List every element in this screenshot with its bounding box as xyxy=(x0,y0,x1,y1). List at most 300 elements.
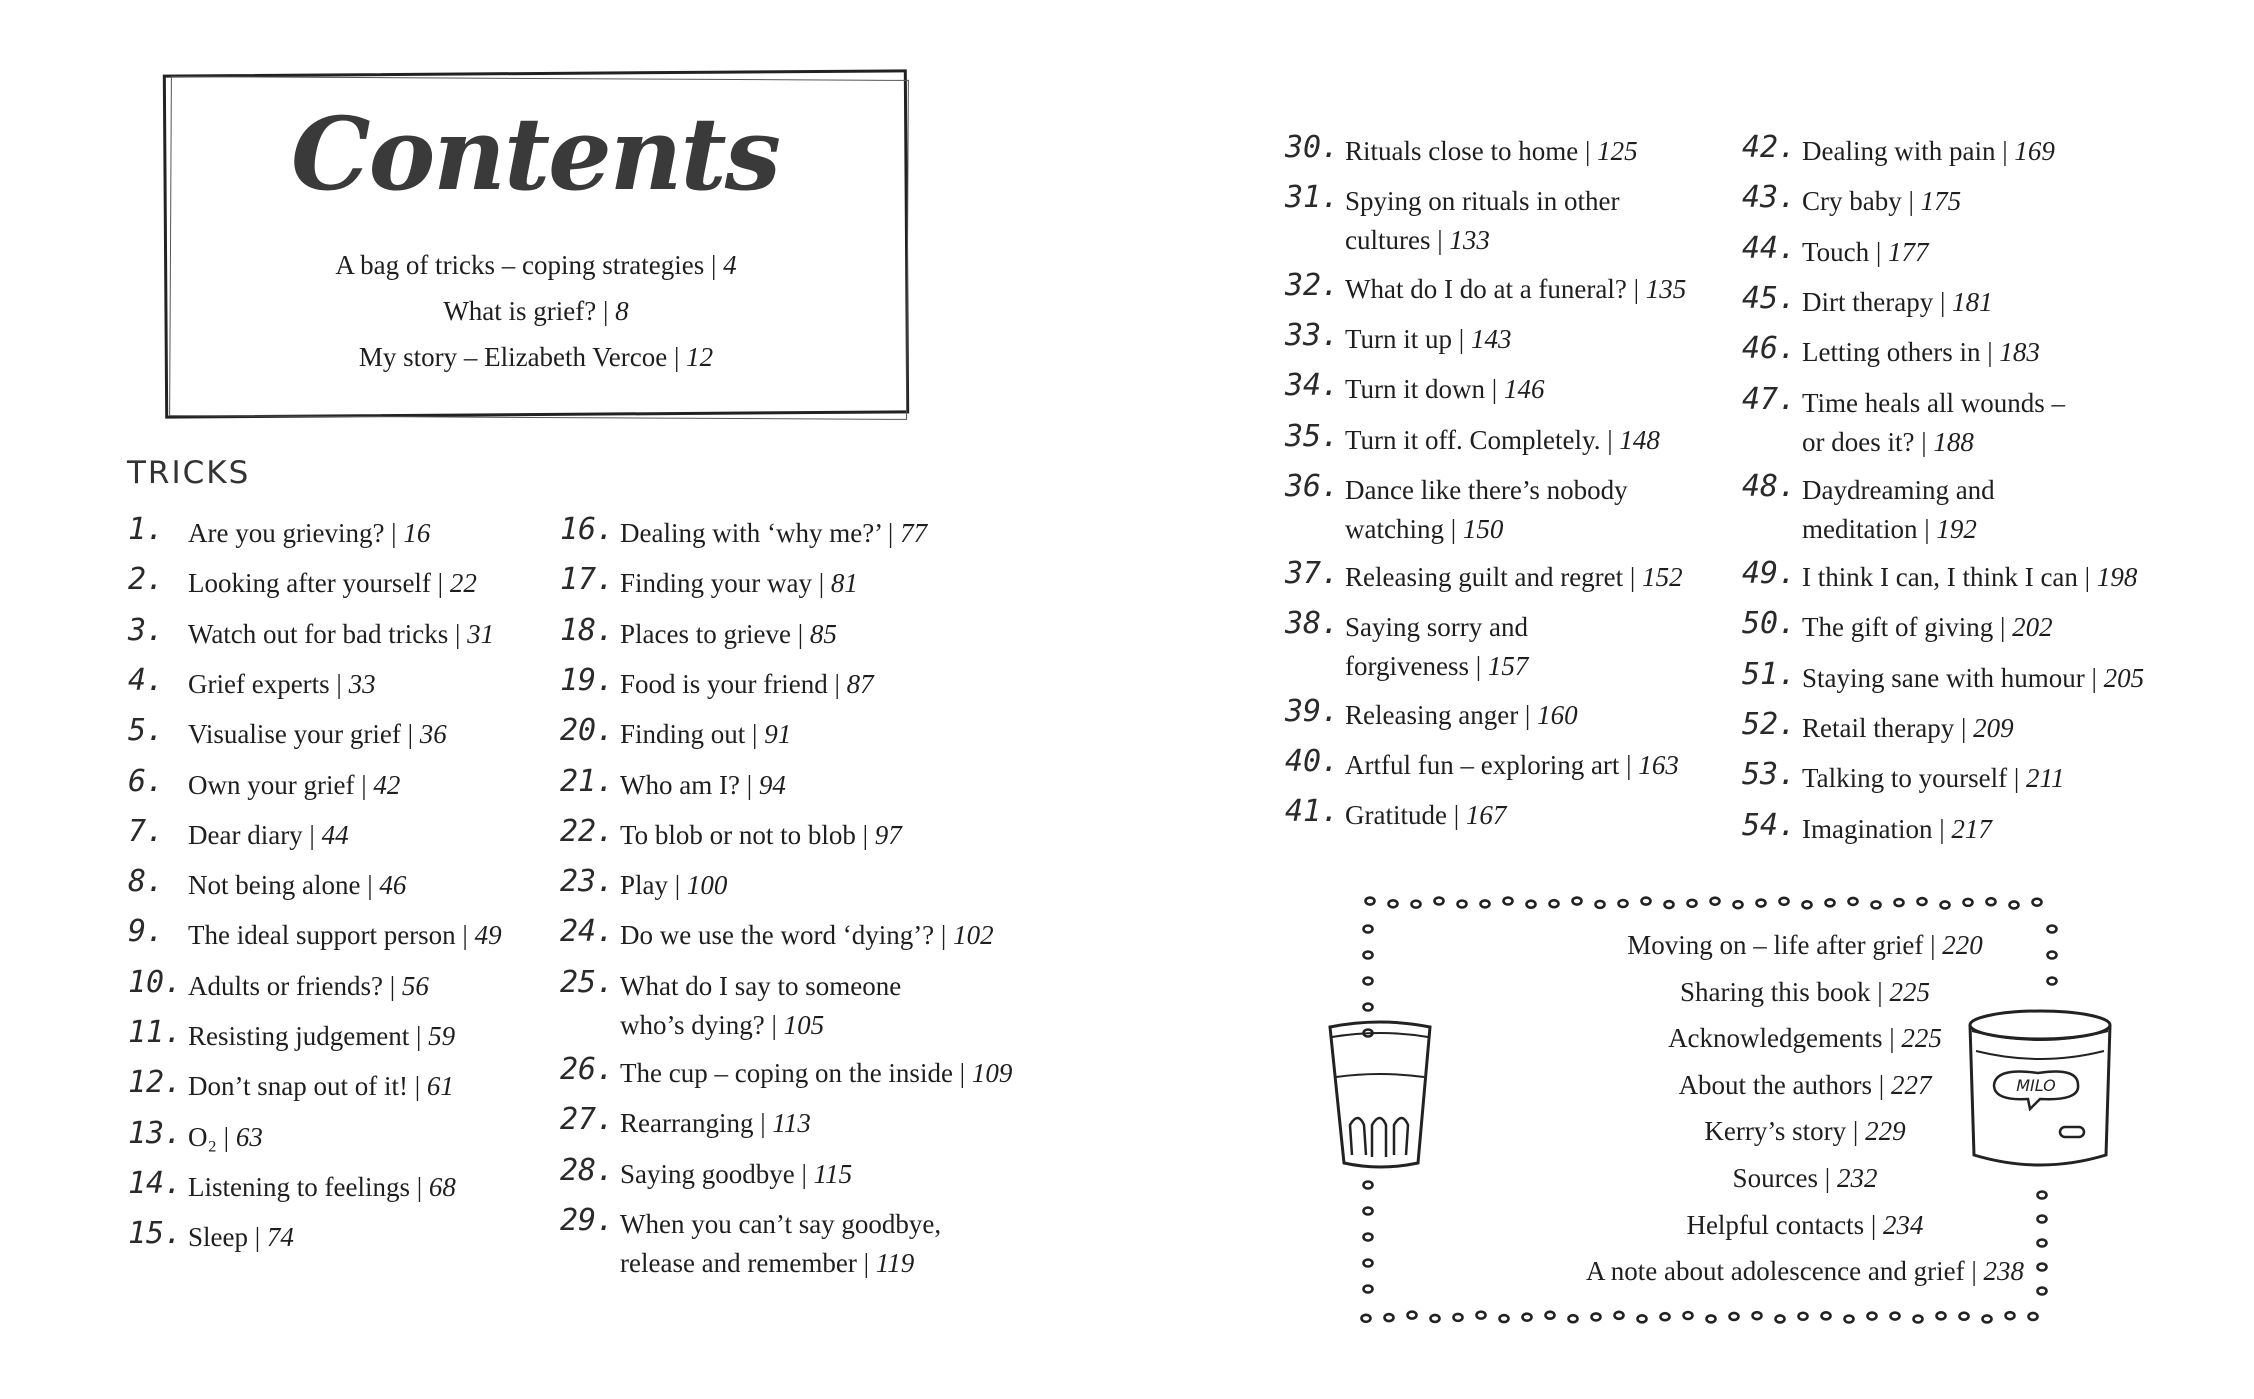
frame-dot xyxy=(1845,1315,1854,1322)
trick-page: 31 xyxy=(467,618,495,649)
trick-number: 43. xyxy=(1742,180,1797,216)
trick-title xyxy=(188,766,400,805)
intro-item-text: My story – Elizabeth Vercoe | xyxy=(358,342,687,372)
trick-page: 68 xyxy=(428,1171,456,1202)
trick-title xyxy=(1345,132,1638,171)
trick-page: 177 xyxy=(1888,236,1929,267)
frame-dot xyxy=(1665,901,1674,908)
intro-item-text: A bag of tricks – coping strategies | xyxy=(335,250,724,280)
trick-page: 152 xyxy=(1642,562,1683,593)
frame-dot xyxy=(1619,900,1628,907)
frame-dot xyxy=(1546,1312,1555,1319)
frame-dot xyxy=(1412,901,1421,908)
trick-title xyxy=(1345,270,1686,309)
frame-dot xyxy=(1435,898,1444,905)
intro-item-page: 4 xyxy=(723,250,737,280)
trick-number: 36. xyxy=(1285,468,1340,504)
trick-page: 36 xyxy=(419,719,447,750)
trick-page: 100 xyxy=(686,870,728,901)
trick-title-text: Listening to feelings | xyxy=(188,1171,429,1202)
trick-title xyxy=(188,715,447,754)
trick-title xyxy=(1802,759,2064,798)
trick-title xyxy=(188,615,494,654)
trick-title-text: Turn it up | xyxy=(1345,323,1471,354)
trick-title xyxy=(1802,333,2040,372)
trick-title-text: O₂ | xyxy=(188,1121,236,1152)
trick-title-text: who’s dying? | xyxy=(620,1009,784,1040)
trick-page: 115 xyxy=(813,1158,853,1189)
trick-title-continued xyxy=(1345,221,1490,260)
trick-title-continued xyxy=(1802,510,1977,549)
trick-page: 59 xyxy=(428,1021,456,1051)
trick-page: 148 xyxy=(1619,424,1660,455)
trick-title-text: I think I can, I think I can | xyxy=(1802,562,2097,593)
frame-dot xyxy=(1688,900,1697,907)
trick-title xyxy=(1345,696,1578,735)
frame-dot xyxy=(1454,1314,1463,1321)
frame-dot xyxy=(1868,1313,1877,1320)
extra-item-page: 229 xyxy=(1865,1116,1906,1147)
frame-dot xyxy=(1366,898,1375,905)
trick-number: 24. xyxy=(560,914,615,950)
intro-item-page: 12 xyxy=(686,342,714,372)
trick-title xyxy=(1345,746,1679,785)
frame-dot xyxy=(1596,901,1605,908)
trick-number: 46. xyxy=(1742,331,1797,367)
frame-dot xyxy=(1707,1315,1716,1322)
frame-dot xyxy=(1891,1313,1900,1320)
frame-dot xyxy=(1826,899,1835,906)
trick-title-text: Releasing anger | xyxy=(1345,699,1538,730)
trick-title xyxy=(620,1155,852,1194)
trick-title-text: Staying sane with humour | xyxy=(1802,662,2104,693)
trick-number: 17. xyxy=(560,562,615,598)
frame-dot xyxy=(1481,900,1490,907)
trick-title-text: The ideal support person | xyxy=(188,920,475,951)
trick-page: 42 xyxy=(373,769,401,800)
trick-title-text: Own your grief | xyxy=(188,769,374,800)
trick-title xyxy=(620,766,786,805)
trick-page: 63 xyxy=(235,1121,263,1152)
trick-page: 102 xyxy=(953,920,994,951)
trick-title xyxy=(620,564,858,603)
extra-item-text: Acknowledgements | xyxy=(1668,1023,1902,1054)
frame-dot xyxy=(1914,1315,1923,1322)
trick-page: 94 xyxy=(758,769,786,800)
trick-title xyxy=(1802,283,1993,322)
extra-item-page: 232 xyxy=(1836,1163,1878,1193)
frame-dot xyxy=(1569,1315,1578,1322)
trick-title-text: meditation | xyxy=(1802,513,1937,544)
trick-number: 39. xyxy=(1285,693,1340,729)
frame-dot xyxy=(1458,900,1467,907)
trick-title xyxy=(188,665,376,704)
trick-title-text: Food is your friend | xyxy=(620,668,847,699)
trick-page: 163 xyxy=(1638,750,1679,780)
frame-dot xyxy=(1780,898,1789,905)
trick-title xyxy=(620,514,927,553)
trick-title-text: Places to grieve | xyxy=(620,618,810,649)
trick-title xyxy=(1802,558,2137,597)
trick-title-text: Retail therapy | xyxy=(1802,713,1974,743)
tin-label: MILO xyxy=(2016,1076,2056,1095)
trick-title-continued xyxy=(620,1244,914,1283)
trick-title-text: Finding your way | xyxy=(620,568,831,599)
trick-title-text: Releasing guilt and regret | xyxy=(1345,562,1643,593)
trick-title xyxy=(1345,558,1683,597)
trick-page: 157 xyxy=(1487,651,1529,682)
trick-title-text: Do we use the word ‘dying’? | xyxy=(620,920,954,951)
trick-page: 211 xyxy=(2025,763,2065,794)
frame-dot xyxy=(1960,1313,1969,1320)
trick-title-text: Cry baby | xyxy=(1802,186,1921,217)
trick-title xyxy=(188,1017,455,1056)
trick-title-text: Visualise your grief | xyxy=(188,719,420,750)
trick-number: 27. xyxy=(560,1102,615,1138)
trick-title xyxy=(620,816,902,855)
extra-item xyxy=(1340,930,2254,961)
trick-title-text: Rituals close to home | xyxy=(1345,136,1598,166)
trick-number: 9. xyxy=(128,914,165,950)
extra-item-text: Moving on – life after grief | xyxy=(1627,930,1943,960)
trick-title-text: Play | xyxy=(620,870,687,901)
frame-dot xyxy=(2038,1288,2047,1295)
trick-title-text: What do I do at a funeral? | xyxy=(1345,273,1646,304)
trick-title xyxy=(1802,233,1929,272)
trick-title-text: Don’t snap out of it! | xyxy=(188,1071,427,1102)
trick-title-text: Watch out for bad tricks | xyxy=(188,618,468,649)
trick-page: 143 xyxy=(1470,323,1512,354)
trick-page: 150 xyxy=(1462,513,1504,544)
trick-number: 23. xyxy=(560,864,615,900)
trick-title-text: Are you grieving? | xyxy=(188,518,404,548)
trick-title-continued xyxy=(1345,647,1528,686)
trick-page: 135 xyxy=(1645,273,1687,304)
trick-title xyxy=(620,967,901,1006)
trick-number: 51. xyxy=(1742,656,1797,692)
trick-title xyxy=(188,967,429,1006)
trick-number: 26. xyxy=(560,1052,615,1087)
frame-dot xyxy=(1550,900,1559,907)
frame-dot xyxy=(1385,1314,1394,1321)
frame-dot xyxy=(1615,1312,1624,1319)
trick-title xyxy=(188,1067,454,1106)
frame-dot xyxy=(1803,901,1812,908)
trick-title-text: The cup – coping on the inside | xyxy=(620,1058,972,1088)
trick-page: 77 xyxy=(900,518,928,548)
frame-dot xyxy=(1776,1315,1785,1322)
trick-title xyxy=(1345,320,1511,359)
trick-number: 15. xyxy=(128,1216,183,1252)
trick-number: 13. xyxy=(128,1115,183,1151)
frame-dot xyxy=(1730,1313,1739,1320)
trick-number: 14. xyxy=(128,1165,183,1201)
frame-dot xyxy=(1661,1313,1670,1320)
trick-number: 20. xyxy=(560,713,615,749)
trick-number: 35. xyxy=(1285,418,1340,454)
trick-title-text: Dealing with ‘why me?’ | xyxy=(620,518,901,548)
trick-number: 21. xyxy=(560,763,615,799)
frame-dot xyxy=(1849,898,1858,905)
trick-page: 133 xyxy=(1449,225,1490,256)
trick-title-text: Adults or friends? | xyxy=(188,970,402,1001)
trick-page: 113 xyxy=(772,1108,811,1139)
trick-number: 19. xyxy=(560,662,615,698)
frame-dot xyxy=(2010,901,2019,908)
trick-number: 4. xyxy=(128,662,165,698)
trick-title xyxy=(1802,471,1995,510)
extra-item-text: Sharing this book | xyxy=(1680,976,1890,1007)
trick-title-text: To blob or not to blob | xyxy=(620,819,875,850)
trick-title-text: Daydreaming and xyxy=(1802,474,1995,505)
tricks-heading: TRICKS xyxy=(127,455,251,491)
frame-dot xyxy=(1799,1313,1808,1320)
trick-number: 5. xyxy=(128,713,165,749)
frame-dot xyxy=(1477,1312,1486,1319)
extra-item xyxy=(1340,977,2254,1008)
trick-page: 85 xyxy=(809,618,837,649)
trick-title xyxy=(188,514,430,553)
trick-title xyxy=(188,1118,263,1157)
trick-title-text: Turn it off. Completely. | xyxy=(1345,424,1620,455)
trick-number: 32. xyxy=(1285,267,1340,303)
frame-dot xyxy=(1527,901,1536,908)
trick-number: 30. xyxy=(1285,130,1340,165)
frame-dot xyxy=(1504,898,1513,905)
trick-page: 217 xyxy=(1951,813,1992,844)
trick-page: 81 xyxy=(830,568,858,599)
trick-title-text: Grief experts | xyxy=(188,668,349,699)
frame-dot xyxy=(1592,1313,1601,1320)
trick-title-text: When you can’t say goodbye, xyxy=(620,1208,942,1239)
trick-title xyxy=(1802,132,2055,171)
trick-title-text: Sleep | xyxy=(188,1222,267,1253)
extra-item-text: Helpful contacts | xyxy=(1686,1209,1884,1240)
frame-dot xyxy=(1500,1315,1509,1322)
frame-dot xyxy=(1987,898,1996,905)
trick-title-text: Spying on rituals in other xyxy=(1345,186,1620,217)
trick-title xyxy=(620,1054,1012,1093)
extra-item-page: 234 xyxy=(1883,1209,1924,1240)
trick-page: 209 xyxy=(1973,713,2014,743)
trick-title-text: Looking after yourself | xyxy=(188,568,450,599)
trick-page: 183 xyxy=(1999,337,2040,368)
frame-dot xyxy=(1983,1315,1992,1322)
trick-number: 10. xyxy=(128,964,183,1000)
trick-title-text: watching | xyxy=(1345,513,1463,544)
trick-page: 22 xyxy=(449,568,477,599)
trick-page: 91 xyxy=(764,719,792,750)
trick-number: 44. xyxy=(1742,230,1797,266)
trick-page: 49 xyxy=(474,920,502,951)
trick-title-text: Rearranging | xyxy=(620,1108,773,1139)
extra-item-page: 220 xyxy=(1942,930,1983,960)
trick-title xyxy=(188,916,502,955)
trick-title-text: Gratitude | xyxy=(1345,800,1466,831)
trick-page: 188 xyxy=(1933,426,1974,457)
trick-title-text: Dance like there’s nobody xyxy=(1345,474,1628,505)
trick-title xyxy=(1345,182,1619,221)
frame-dot xyxy=(1734,901,1743,908)
trick-title xyxy=(1802,608,2053,647)
intro-item-text: What is grief? | xyxy=(443,296,616,326)
trick-number: 12. xyxy=(128,1065,183,1101)
trick-number: 40. xyxy=(1285,744,1340,779)
frame-dot xyxy=(1573,898,1582,905)
trick-title xyxy=(1345,796,1506,835)
trick-title xyxy=(620,1205,941,1244)
trick-page: 74 xyxy=(266,1222,294,1253)
trick-title xyxy=(620,866,727,905)
frame-dot xyxy=(1389,900,1398,907)
trick-number: 28. xyxy=(560,1152,615,1188)
trick-page: 181 xyxy=(1952,286,1993,317)
trick-number: 8. xyxy=(128,864,165,900)
trick-page: 56 xyxy=(401,970,429,1001)
trick-number: 18. xyxy=(560,612,615,648)
trick-title-text: Time heals all wounds – xyxy=(1802,387,2065,418)
extra-item xyxy=(1340,1256,2254,1287)
trick-number: 53. xyxy=(1742,757,1797,793)
trick-title xyxy=(188,816,349,855)
trick-number: 16. xyxy=(560,512,615,547)
trick-page: 119 xyxy=(875,1247,915,1278)
trick-number: 47. xyxy=(1742,381,1797,417)
trick-title-text: Dealing with pain | xyxy=(1802,136,2015,166)
trick-number: 41. xyxy=(1285,794,1340,830)
trick-title-text: Who am I? | xyxy=(620,769,759,800)
trick-title xyxy=(1802,810,1992,849)
trick-title-text: Dear diary | xyxy=(188,819,322,850)
trick-title-text: release and remember | xyxy=(620,1247,876,1278)
frame-dot xyxy=(2006,1312,2015,1319)
trick-title-text: Touch | xyxy=(1802,236,1888,267)
extra-item-page: 225 xyxy=(1889,976,1930,1007)
trick-title xyxy=(1345,421,1660,460)
trick-number: 45. xyxy=(1742,280,1797,316)
trick-number: 7. xyxy=(128,813,165,849)
trick-page: 46 xyxy=(379,870,407,901)
trick-title xyxy=(188,564,477,603)
trick-page: 61 xyxy=(426,1071,454,1102)
trick-page: 160 xyxy=(1537,699,1578,730)
trick-title-text: forgiveness | xyxy=(1345,651,1488,682)
extra-item-text: About the authors | xyxy=(1678,1069,1891,1100)
trick-title xyxy=(620,615,837,654)
trick-title-continued xyxy=(1802,423,1974,462)
trick-number: 42. xyxy=(1742,130,1797,165)
trick-page: 125 xyxy=(1597,136,1638,166)
trick-number: 11. xyxy=(128,1015,183,1050)
trick-number: 34. xyxy=(1285,368,1340,404)
frame-dot xyxy=(1642,898,1651,905)
trick-page: 167 xyxy=(1465,800,1507,831)
trick-page: 97 xyxy=(874,819,902,850)
trick-number: 2. xyxy=(128,562,165,598)
frame-dot xyxy=(2029,1313,2038,1320)
extra-item xyxy=(1340,1210,2254,1241)
trick-number: 29. xyxy=(560,1202,615,1238)
trick-page: 33 xyxy=(348,668,376,699)
trick-title-continued xyxy=(1345,510,1503,549)
frame-dot xyxy=(1638,1315,1647,1322)
intro-item-page: 8 xyxy=(615,296,629,326)
trick-title xyxy=(1802,659,2144,698)
trick-number: 22. xyxy=(560,813,615,849)
trick-number: 48. xyxy=(1742,468,1797,504)
intro-item xyxy=(240,250,832,281)
trick-title-text: Not being alone | xyxy=(188,870,380,901)
trick-page: 205 xyxy=(2103,662,2145,693)
trick-number: 38. xyxy=(1285,606,1340,642)
trick-title-text: Talking to yourself | xyxy=(1802,763,2026,794)
trick-title xyxy=(1802,709,2014,748)
extra-item-page: 238 xyxy=(1983,1256,2024,1287)
frame-dot xyxy=(1964,899,1973,906)
trick-page: 169 xyxy=(2014,136,2055,166)
frame-dot xyxy=(1872,901,1881,908)
trick-number: 54. xyxy=(1742,807,1797,843)
trick-title xyxy=(620,1104,811,1143)
trick-number: 3. xyxy=(128,612,165,648)
trick-page: 192 xyxy=(1936,513,1977,544)
trick-title xyxy=(1345,471,1628,510)
extra-item-page: 227 xyxy=(1890,1069,1932,1100)
page-title: Contents xyxy=(290,95,779,213)
frame-dot xyxy=(2033,899,2042,906)
trick-page: 87 xyxy=(846,668,874,699)
frame-dot xyxy=(1822,1312,1831,1319)
frame-dot xyxy=(1408,1312,1417,1319)
trick-number: 50. xyxy=(1742,606,1797,642)
trick-title-text: Dirt therapy | xyxy=(1802,286,1953,317)
frame-dot xyxy=(1362,1315,1371,1322)
intro-item xyxy=(240,342,832,373)
frame-dot xyxy=(1431,1315,1440,1322)
extra-item-text: A note about adolescence and grief | xyxy=(1586,1256,1984,1287)
frame-dot xyxy=(1895,899,1904,906)
trick-number: 31. xyxy=(1285,180,1340,216)
trick-title xyxy=(1802,384,2065,423)
trick-page: 44 xyxy=(321,819,349,850)
trick-title-text: Saying goodbye | xyxy=(620,1158,814,1189)
trick-title-text: Artful fun – exploring art | xyxy=(1345,750,1639,780)
frame-dot xyxy=(1684,1312,1693,1319)
trick-title xyxy=(620,715,791,754)
trick-title xyxy=(620,916,994,955)
trick-title-text: Letting others in | xyxy=(1802,337,2000,368)
trick-number: 52. xyxy=(1742,707,1797,742)
intro-item xyxy=(240,296,832,327)
trick-title-continued xyxy=(620,1006,824,1045)
trick-title-text: cultures | xyxy=(1345,225,1450,256)
trick-title-text: Imagination | xyxy=(1802,813,1952,844)
trick-title xyxy=(620,665,874,704)
trick-title xyxy=(1802,182,1961,221)
trick-title xyxy=(1345,608,1528,647)
trick-page: 198 xyxy=(2096,562,2138,593)
trick-title-text: Turn it down | xyxy=(1345,374,1504,405)
glass-icon xyxy=(1322,1015,1437,1170)
trick-title-text: What do I say to someone xyxy=(620,970,902,1001)
trick-title xyxy=(188,866,406,905)
extra-item-text: Sources | xyxy=(1732,1163,1837,1193)
trick-title-text: The gift of giving | xyxy=(1802,612,2013,643)
trick-page: 175 xyxy=(1920,186,1962,217)
frame-dot xyxy=(1941,901,1950,908)
trick-number: 37. xyxy=(1285,556,1340,592)
frame-dot xyxy=(1711,898,1720,905)
